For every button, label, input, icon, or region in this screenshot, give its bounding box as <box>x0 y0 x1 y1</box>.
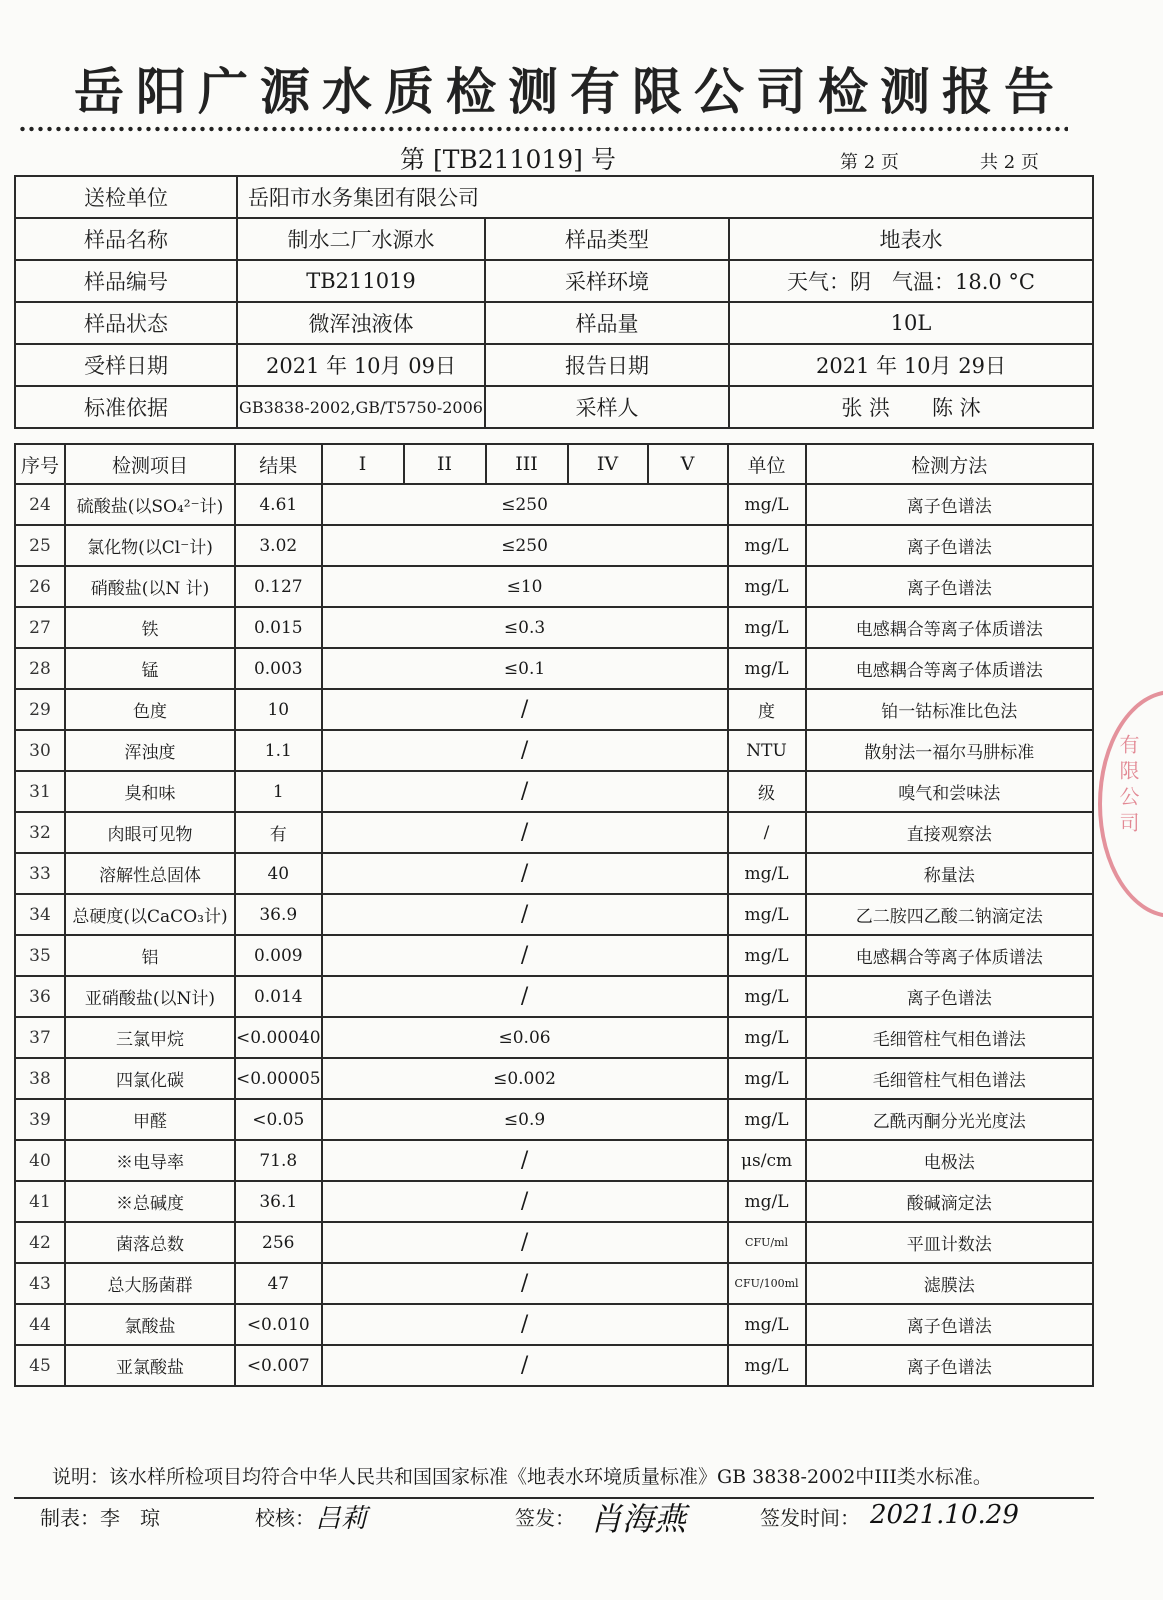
table-row <box>15 1099 1093 1140</box>
row-number: 44 <box>15 1304 65 1345</box>
issued-label: 签发： <box>515 1506 575 1530</box>
test-method: 铂一钴标准比色法 <box>806 689 1093 730</box>
page-current: 第 2 页 <box>840 152 899 173</box>
table-row <box>15 894 1093 935</box>
issue-time-handwritten: 2021.10.29 <box>870 1500 1019 1530</box>
qty-label: 样品量 <box>485 302 729 344</box>
sample-no-value: TB211019 <box>237 260 485 302</box>
sample-type-value: 地表水 <box>729 218 1093 260</box>
report-date-label: 报告日期 <box>485 344 729 386</box>
test-item: 锰 <box>65 648 235 689</box>
test-item: 氯化物(以Cl⁻计) <box>65 525 235 566</box>
row-number: 26 <box>15 566 65 607</box>
unit: mg/L <box>728 1058 806 1099</box>
stamp-text: 有限公司 <box>1116 734 1140 838</box>
header-cell: II <box>404 444 486 484</box>
test-method: 离子色谱法 <box>806 484 1093 525</box>
header-cell: 单位 <box>728 444 806 484</box>
row-number: 35 <box>15 935 65 976</box>
test-item: 甲醛 <box>65 1099 235 1140</box>
test-result: 1.1 <box>235 730 322 771</box>
standard-limit: ≤250 <box>322 525 728 566</box>
unit: mg/L <box>728 1304 806 1345</box>
test-method: 平皿计数法 <box>806 1222 1093 1263</box>
sample-name-label: 样品名称 <box>15 218 237 260</box>
row-number: 39 <box>15 1099 65 1140</box>
report-number: 第 [TB211019] 号 <box>400 145 616 174</box>
table-row <box>15 976 1093 1017</box>
standard-limit: / <box>322 1222 728 1263</box>
state-value: 微浑浊液体 <box>237 302 485 344</box>
row-number: 42 <box>15 1222 65 1263</box>
row-number: 33 <box>15 853 65 894</box>
qty-value: 10L <box>729 302 1093 344</box>
test-result: 0.003 <box>235 648 322 689</box>
test-item: 硝酸盐(以N 计) <box>65 566 235 607</box>
row-number: 25 <box>15 525 65 566</box>
header-cell: I <box>322 444 404 484</box>
unit: mg/L <box>728 525 806 566</box>
client-value: 岳阳市水务集团有限公司 <box>237 176 1093 218</box>
table-row <box>15 1017 1093 1058</box>
standard-limit: / <box>322 730 728 771</box>
test-result: 47 <box>235 1263 322 1304</box>
results-table <box>14 443 1094 1387</box>
row-number: 37 <box>15 1017 65 1058</box>
standard-value: GB3838-2002,GB/T5750-2006 <box>237 386 485 428</box>
standard-limit: / <box>322 976 728 1017</box>
issued-signature: 肖海燕 <box>590 1500 687 1538</box>
checked-signature: 吕莉 <box>315 1504 368 1534</box>
unit: mg/L <box>728 1345 806 1386</box>
sampler-value: 张 洪 陈 沐 <box>729 386 1093 428</box>
test-result: <0.05 <box>235 1099 322 1140</box>
state-label: 样品状态 <box>15 302 237 344</box>
test-result: 0.127 <box>235 566 322 607</box>
standard-limit: ≤250 <box>322 484 728 525</box>
test-method: 电感耦合等离子体质谱法 <box>806 607 1093 648</box>
test-item: 氯酸盐 <box>65 1304 235 1345</box>
table-row <box>15 1304 1093 1345</box>
test-result: 1 <box>235 771 322 812</box>
header-cell: 序号 <box>15 444 65 484</box>
row-number: 29 <box>15 689 65 730</box>
test-method: 称量法 <box>806 853 1093 894</box>
row-number: 40 <box>15 1140 65 1181</box>
prepared-label: 制表： <box>40 1506 100 1530</box>
sample-name-value: 制水二厂水源水 <box>237 218 485 260</box>
unit: μs/cm <box>728 1140 806 1181</box>
test-method: 毛细管柱气相色谱法 <box>806 1058 1093 1099</box>
row-number: 32 <box>15 812 65 853</box>
receive-date-value: 2021 年 10月 09日 <box>237 344 485 386</box>
row-number: 43 <box>15 1263 65 1304</box>
row-number: 30 <box>15 730 65 771</box>
standard-label: 标准依据 <box>15 386 237 428</box>
test-method: 毛细管柱气相色谱法 <box>806 1017 1093 1058</box>
test-result: 10 <box>235 689 322 730</box>
table-row <box>15 935 1093 976</box>
unit: mg/L <box>728 648 806 689</box>
test-item: 菌落总数 <box>65 1222 235 1263</box>
table-row <box>15 689 1093 730</box>
standard-limit: ≤0.06 <box>322 1017 728 1058</box>
row-number: 24 <box>15 484 65 525</box>
standard-limit: / <box>322 812 728 853</box>
sample-no-label: 样品编号 <box>15 260 237 302</box>
test-result: 0.009 <box>235 935 322 976</box>
standard-limit: / <box>322 771 728 812</box>
prepared-by: 李 琼 <box>100 1506 160 1530</box>
unit: CFU/ml <box>728 1222 806 1263</box>
test-result: 71.8 <box>235 1140 322 1181</box>
standard-limit: / <box>322 894 728 935</box>
table-row <box>15 853 1093 894</box>
standard-limit: ≤0.3 <box>322 607 728 648</box>
sample-info-table <box>14 175 1094 429</box>
test-result: 3.02 <box>235 525 322 566</box>
report-date-value: 2021 年 10月 29日 <box>729 344 1093 386</box>
header-cell: 检测项目 <box>65 444 235 484</box>
test-method: 嗅气和尝味法 <box>806 771 1093 812</box>
header-cell: V <box>648 444 728 484</box>
unit: mg/L <box>728 1017 806 1058</box>
test-result: 0.015 <box>235 607 322 648</box>
table-row <box>15 1140 1093 1181</box>
test-item: 臭和味 <box>65 771 235 812</box>
table-row <box>15 525 1093 566</box>
issue-time-label: 签发时间： <box>760 1506 860 1530</box>
row-number: 38 <box>15 1058 65 1099</box>
company-seal-stamp <box>1098 690 1163 918</box>
header-cell: 结果 <box>235 444 322 484</box>
table-row <box>15 484 1093 525</box>
test-item: 色度 <box>65 689 235 730</box>
standard-limit: / <box>322 1140 728 1181</box>
unit: 级 <box>728 771 806 812</box>
test-method: 乙酰丙酮分光光度法 <box>806 1099 1093 1140</box>
standard-limit: ≤10 <box>322 566 728 607</box>
checked-label: 校核： <box>255 1506 315 1530</box>
test-result: <0.00005 <box>235 1058 322 1099</box>
standard-limit: / <box>322 1181 728 1222</box>
table-row <box>15 730 1093 771</box>
test-item: 铁 <box>65 607 235 648</box>
test-item: 浑浊度 <box>65 730 235 771</box>
table-row <box>15 771 1093 812</box>
test-method: 电感耦合等离子体质谱法 <box>806 935 1093 976</box>
standard-limit: ≤0.002 <box>322 1058 728 1099</box>
standard-limit: / <box>322 1345 728 1386</box>
standard-limit: / <box>322 853 728 894</box>
test-method: 离子色谱法 <box>806 525 1093 566</box>
standard-limit: ≤0.9 <box>322 1099 728 1140</box>
page-total: 共 2 页 <box>980 152 1039 173</box>
test-method: 离子色谱法 <box>806 1345 1093 1386</box>
dotted-divider <box>18 126 1068 132</box>
test-item: 硫酸盐(以SO₄²⁻计) <box>65 484 235 525</box>
row-number: 41 <box>15 1181 65 1222</box>
env-label: 采样环境 <box>485 260 729 302</box>
receive-date-label: 受样日期 <box>15 344 237 386</box>
test-method: 直接观察法 <box>806 812 1093 853</box>
row-number: 34 <box>15 894 65 935</box>
test-item: 铝 <box>65 935 235 976</box>
test-item: 亚硝酸盐(以N计) <box>65 976 235 1017</box>
unit: NTU <box>728 730 806 771</box>
test-result: 有 <box>235 812 322 853</box>
footer-rule <box>14 1497 1094 1499</box>
test-method: 滤膜法 <box>806 1263 1093 1304</box>
table-row <box>15 1058 1093 1099</box>
test-result: 36.1 <box>235 1181 322 1222</box>
unit: mg/L <box>728 935 806 976</box>
test-method: 电感耦合等离子体质谱法 <box>806 648 1093 689</box>
table-row <box>15 607 1093 648</box>
table-row <box>15 648 1093 689</box>
test-result: 40 <box>235 853 322 894</box>
test-result: 0.014 <box>235 976 322 1017</box>
row-number: 36 <box>15 976 65 1017</box>
test-method: 离子色谱法 <box>806 1304 1093 1345</box>
table-row <box>15 812 1093 853</box>
header-cell: IV <box>568 444 648 484</box>
row-number: 28 <box>15 648 65 689</box>
unit: mg/L <box>728 853 806 894</box>
test-item: 亚氯酸盐 <box>65 1345 235 1386</box>
test-item: ※总碱度 <box>65 1181 235 1222</box>
test-method: 离子色谱法 <box>806 566 1093 607</box>
table-row <box>15 1345 1093 1386</box>
test-result: <0.00040 <box>235 1017 322 1058</box>
table-header-row <box>15 444 1093 484</box>
test-method: 电极法 <box>806 1140 1093 1181</box>
standard-limit: / <box>322 935 728 976</box>
unit: mg/L <box>728 976 806 1017</box>
test-result: 36.9 <box>235 894 322 935</box>
row-number: 31 <box>15 771 65 812</box>
unit: CFU/100ml <box>728 1263 806 1304</box>
test-result: <0.010 <box>235 1304 322 1345</box>
unit: mg/L <box>728 1099 806 1140</box>
standard-limit: / <box>322 1263 728 1304</box>
unit: mg/L <box>728 894 806 935</box>
test-method: 散射法一福尔马肼标准 <box>806 730 1093 771</box>
table-row <box>15 566 1093 607</box>
conclusion-note: 说明：该水样所检项目均符合中华人民共和国国家标准《地表水环境质量标准》GB 3838-2002中III类水标准。 <box>52 1466 992 1488</box>
test-item: 肉眼可见物 <box>65 812 235 853</box>
env-value: 天气：阴 气温：18.0 °C <box>729 260 1093 302</box>
report-title: 岳阳广源水质检测有限公司检测报告 <box>74 63 1066 121</box>
standard-limit: ≤0.1 <box>322 648 728 689</box>
test-item: ※电导率 <box>65 1140 235 1181</box>
row-number: 27 <box>15 607 65 648</box>
test-item: 溶解性总固体 <box>65 853 235 894</box>
test-method: 离子色谱法 <box>806 976 1093 1017</box>
row-number: 45 <box>15 1345 65 1386</box>
unit: mg/L <box>728 607 806 648</box>
unit: mg/L <box>728 566 806 607</box>
test-result: 4.61 <box>235 484 322 525</box>
test-item: 总大肠菌群 <box>65 1263 235 1304</box>
standard-limit: / <box>322 1304 728 1345</box>
test-method: 乙二胺四乙酸二钠滴定法 <box>806 894 1093 935</box>
unit: mg/L <box>728 484 806 525</box>
sampler-label: 采样人 <box>485 386 729 428</box>
test-result: 256 <box>235 1222 322 1263</box>
test-item: 四氯化碳 <box>65 1058 235 1099</box>
standard-limit: / <box>322 689 728 730</box>
unit: / <box>728 812 806 853</box>
test-result: <0.007 <box>235 1345 322 1386</box>
table-row <box>15 1181 1093 1222</box>
test-method: 酸碱滴定法 <box>806 1181 1093 1222</box>
sample-type-label: 样品类型 <box>485 218 729 260</box>
client-label: 送检单位 <box>15 176 237 218</box>
unit: mg/L <box>728 1181 806 1222</box>
table-row <box>15 1222 1093 1263</box>
test-item: 总硬度(以CaCO₃计) <box>65 894 235 935</box>
test-item: 三氯甲烷 <box>65 1017 235 1058</box>
unit: 度 <box>728 689 806 730</box>
header-cell: 检测方法 <box>806 444 1093 484</box>
header-cell: III <box>486 444 568 484</box>
table-row <box>15 1263 1093 1304</box>
